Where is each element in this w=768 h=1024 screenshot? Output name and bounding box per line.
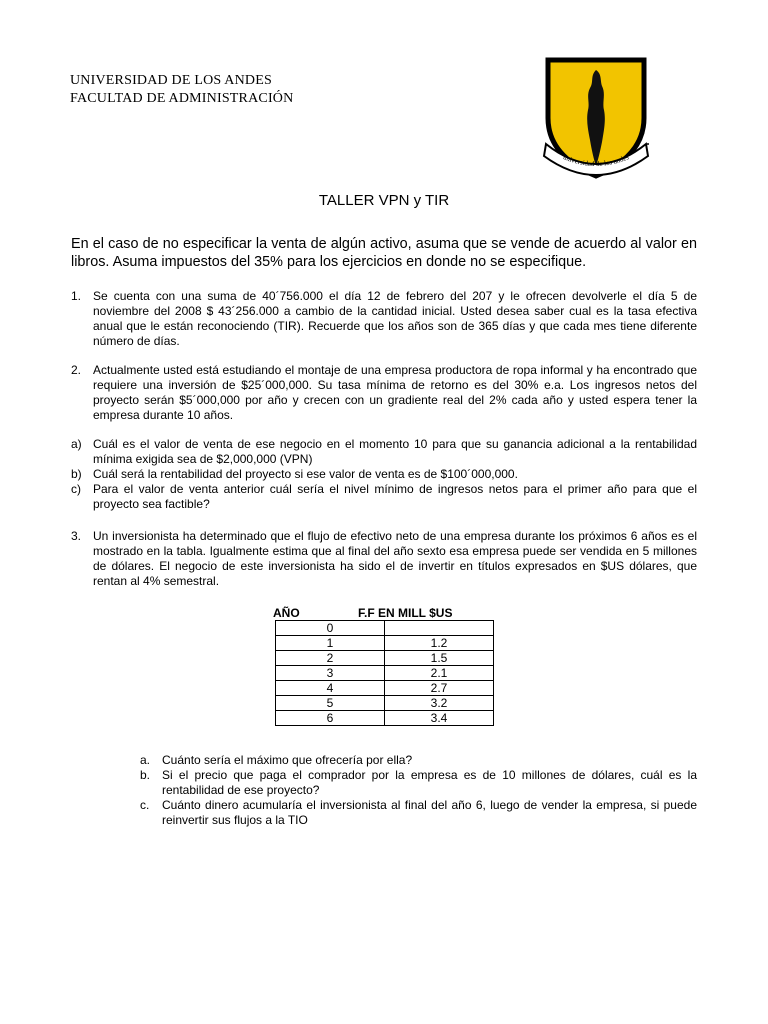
item-text: Cuál es el valor de venta de ese negocio en el momento 10 para que su ganancia adicional a la rentabilidad mínima exigida sea de $2,000,000 (VPN) xyxy=(93,437,697,466)
table-row xyxy=(276,651,494,666)
exercise-1 xyxy=(71,289,697,349)
item-text: Cuánto sería el máximo que ofrecería por ella? xyxy=(162,753,413,767)
exercise-2 xyxy=(71,363,697,423)
table-row xyxy=(276,711,494,726)
list-item xyxy=(140,768,697,798)
year-cell: 4 xyxy=(276,681,385,696)
year-cell: 2 xyxy=(276,651,385,666)
institution-header xyxy=(70,72,293,108)
faculty-name: FACULTAD DE ADMINISTRACIÓN xyxy=(70,91,294,106)
cashflow-cell: 2.7 xyxy=(385,681,494,696)
item-marker: b. xyxy=(140,768,151,782)
item-marker: b) xyxy=(71,467,82,481)
item-text: Cuál será la rentabilidad del proyecto si ese valor de venta es de $100´000,000. xyxy=(93,467,518,481)
item-marker: c) xyxy=(71,482,81,496)
university-name: UNIVERSIDAD DE LOS ANDES xyxy=(70,73,272,88)
item-marker: a. xyxy=(140,753,151,767)
item-marker: c. xyxy=(140,798,150,812)
exercise-text: Se cuenta con una suma de 40´756.000 el día 12 de febrero del 207 y le ofrecen devolverle el día 5 de noviembre del 2008 $ 43´256.000 a cambio de la cantidad inicial. Usted desea saber cual es la tasa efectiva anual que le están reconociendo (TIR). Recuerde que los años son de 365 días y que cada mes tiene diferente número de días. xyxy=(93,289,697,348)
exercise-text: Un inversionista ha determinado que el flujo de efectivo neto de una empresa durante los próximos 6 años es el mostrado en la tabla. Igualmente estima que al final del año sexto esa empresa puede ser vendida en 5 millones de dólares. El negocio de este inversionista ha sido el de invertir en títulos expresados en $US dólares, que rentan al 4% semestral. xyxy=(93,529,697,588)
year-cell: 6 xyxy=(276,711,385,726)
exercise-text: Actualmente usted está estudiando el montaje de una empresa productora de ropa informal y ha encontrado que requiere una inversión de $25´000,000. Su tasa mínima de retorno es del 30% e.a. Los ingresos netos del proyecto serán $5´000,000 por año y crecen con un gradiente real del 2% cada año y usted espera tener la empresa durante 10 años. xyxy=(93,363,697,422)
intro-paragraph: En el caso de no especificar la venta de algún activo, asuma que se vende de acuerdo al valor en libros. Asuma impuestos del 35% para los ejercicios en donde no se especifique. xyxy=(71,236,697,270)
list-item xyxy=(140,798,697,828)
item-text: Para el valor de venta anterior cuál sería el nivel mínimo de ingresos netos para el primer año para que el proyecto sea factible? xyxy=(93,482,697,511)
exercise-3 xyxy=(71,529,697,589)
list-item xyxy=(71,482,697,512)
university-seal-logo xyxy=(540,56,652,184)
year-cell: 0 xyxy=(276,621,385,636)
exercise-number: 2. xyxy=(71,363,82,377)
seal-ribbon-text: universidad de los andes xyxy=(561,153,631,169)
cashflow-table xyxy=(275,620,494,726)
table-row xyxy=(276,696,494,711)
table-row xyxy=(276,636,494,651)
exercise-2-questions xyxy=(71,437,697,512)
table-header-year: AÑO xyxy=(273,606,300,620)
cashflow-cell: 3.2 xyxy=(385,696,494,711)
item-text: Cuánto dinero acumularía el inversionista al final del año 6, luego de vender la empresa, si puede reinvertir sus flujos a la TIO xyxy=(162,798,697,827)
list-item xyxy=(140,753,697,768)
year-cell: 1 xyxy=(276,636,385,651)
table-row xyxy=(276,621,494,636)
exercise-number: 1. xyxy=(71,289,82,303)
item-text: Si el precio que paga el comprador por la empresa es de 10 millones de dólares, cuál es la rentabilidad de ese proyecto? xyxy=(162,768,697,797)
exercise-number: 3. xyxy=(71,529,82,543)
cashflow-cell: 3.4 xyxy=(385,711,494,726)
cashflow-cell: 2.1 xyxy=(385,666,494,681)
year-cell: 5 xyxy=(276,696,385,711)
cashflow-cell: 1.5 xyxy=(385,651,494,666)
year-cell: 3 xyxy=(276,666,385,681)
table-header-cashflow: F.F EN MILL $US xyxy=(358,606,453,620)
list-item xyxy=(71,467,697,482)
exercise-3-questions xyxy=(140,753,697,828)
cashflow-cell: 1.2 xyxy=(385,636,494,651)
table-row xyxy=(276,666,494,681)
item-marker: a) xyxy=(71,437,82,451)
page-title: TALLER VPN y TIR xyxy=(318,192,450,209)
table-row xyxy=(276,681,494,696)
list-item xyxy=(71,437,697,467)
cashflow-cell xyxy=(385,621,494,636)
